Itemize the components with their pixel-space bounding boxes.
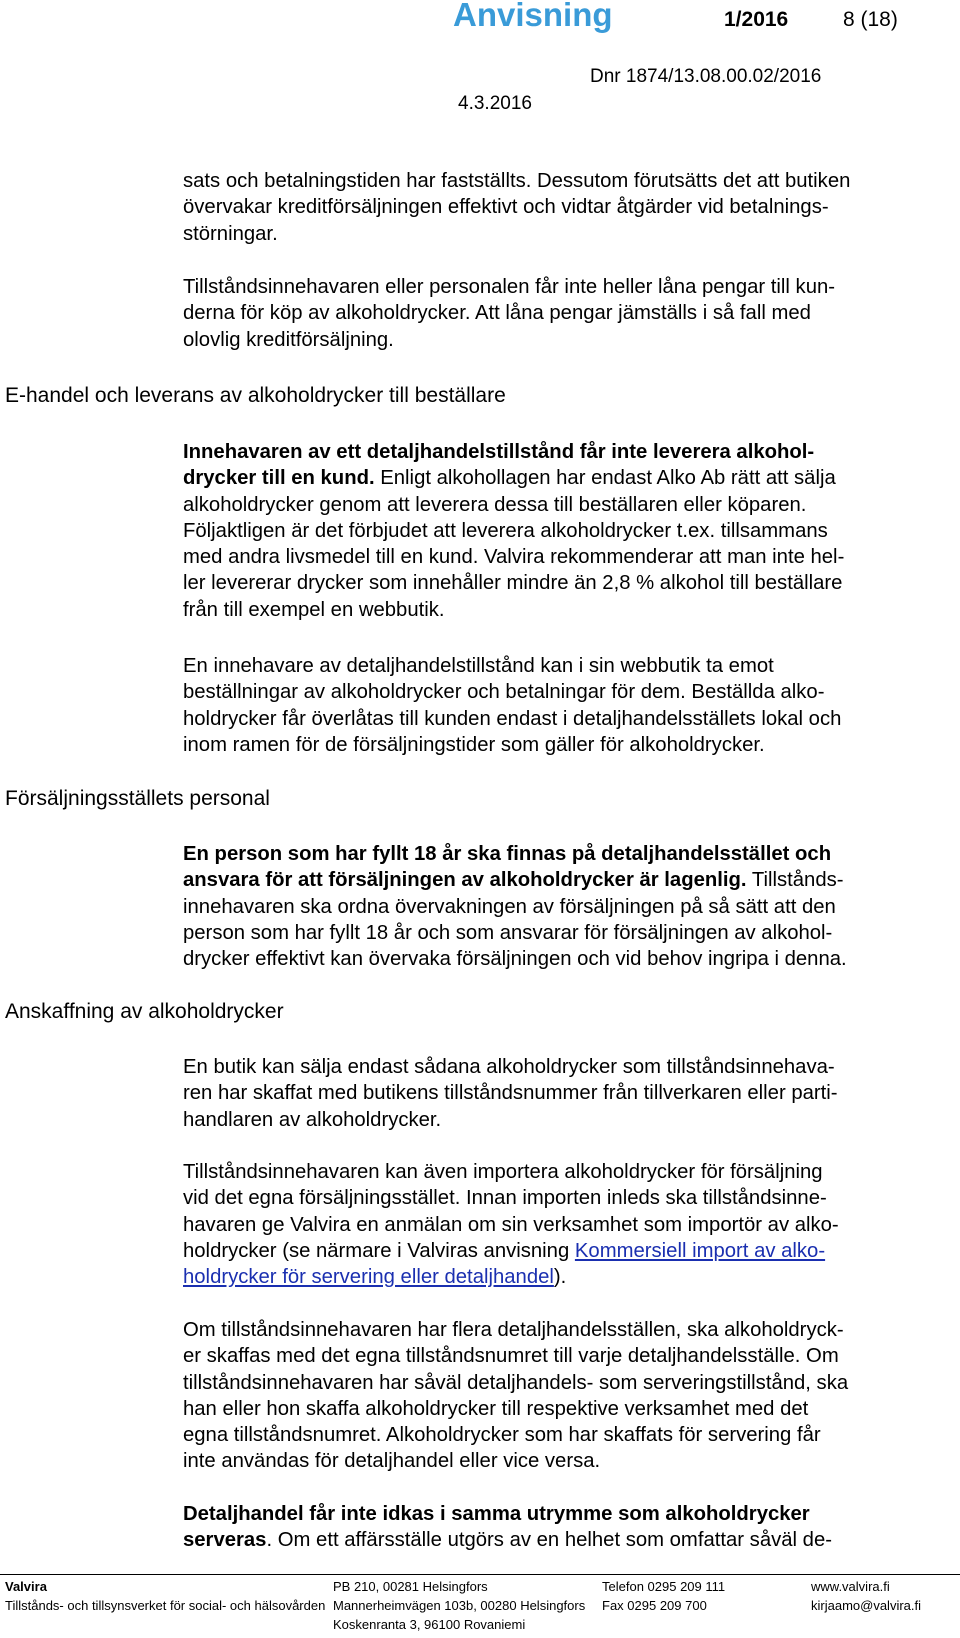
text-line: vid det egna försäljningsstället. Innan importen inleds ska tillståndsinne- [183, 1187, 827, 1210]
paragraph-credit-sales [183, 168, 953, 247]
footer-address [333, 1577, 585, 1634]
section-heading-personnel: Försäljningsställets personal [5, 787, 270, 810]
import-guide-link-continued[interactable]: holdrycker för servering eller detaljhandel [183, 1266, 554, 1289]
footer-website-link[interactable]: www.valvira.fi [811, 1579, 890, 1594]
footer-contact [602, 1577, 725, 1615]
text-bold: ansvara för att försäljningen av alkoholdrycker är lagenlig. [183, 869, 747, 892]
footer-address-line: PB 210, 00281 Helsingfors [333, 1579, 488, 1594]
text-line: Om tillståndsinnehavaren har flera detaljhandelsställen, ska alkoholdryck- [183, 1319, 844, 1341]
footer-address-line: Mannerheimvägen 103b, 00280 Helsingfors [333, 1598, 586, 1613]
text-line: Tillståndsinnehavaren eller personalen får inte heller låna pengar till kun- [183, 276, 836, 298]
text-line: sats och betalningstiden har fastställts. Dessutom förutsätts det att butiken [183, 170, 851, 192]
text-line: Följaktligen är det förbjudet att leverera alkoholdrycker t.ex. tillsammans [183, 519, 828, 542]
text-line: derna för köp av alkoholdrycker. Att låna pengar jämställs i så fall med [183, 302, 811, 325]
text-run: Enligt alkohollagen har endast Alko Ab rätt att sälja [374, 467, 836, 490]
text-line: alkoholdrycker genom att leverera dessa till beställaren eller köparen. [183, 493, 807, 516]
text-run: Tillstånds- [746, 869, 844, 892]
diary-number: Dnr 1874/13.08.00.02/2016 [590, 66, 822, 87]
text-run: . Om ett affärsställe utgörs av en helhet som omfattar såväl de- [266, 1529, 832, 1552]
section-heading-procurement: Anskaffning av alkoholdrycker [5, 1000, 284, 1023]
text-line: egna tillståndsnumret. Alkoholdrycker som har skaffats för servering får [183, 1424, 821, 1447]
text-line: En innehavare av detaljhandelstillstånd kan i sin webbutik ta emot [183, 655, 774, 677]
paragraph-multiple-outlets [183, 1317, 953, 1475]
text-line: En butik kan sälja endast sådana alkoholdrycker som tillståndsinnehava- [183, 1056, 835, 1078]
footer-web [811, 1577, 921, 1615]
paragraph-personnel [183, 841, 953, 972]
text-run: ). [553, 1266, 567, 1289]
paragraph-lending [183, 274, 953, 353]
text-line: från till exempel en webbutik. [183, 598, 445, 621]
text-line: inom ramen för de försäljningstider som gäller för alkoholdrycker. [183, 733, 765, 756]
text-line: drycker effektivt kan övervaka försäljningen och vid behov ingripa i denna. [183, 948, 847, 971]
text-line: Tillståndsinnehavaren kan även importera alkoholdrycker för försäljning [183, 1161, 823, 1183]
text-line: med andra livsmedel till en kund. Valvira rekommenderar att man inte hel- [183, 546, 845, 569]
footer-org-full-name: Tillstånds- och tillsynsverket för social- och hälsovården [5, 1598, 326, 1613]
text-line: störningar. [183, 222, 278, 245]
text-line: olovlig kreditförsäljning. [183, 328, 394, 351]
document-date: 4.3.2016 [458, 93, 532, 114]
footer-address-line: Koskenranta 3, 96100 Rovaniemi [333, 1617, 526, 1632]
text-line: ler levererar drycker som innehåller mindre än 2,8 % alkohol till beställare [183, 572, 843, 595]
footer-email-link[interactable]: kirjaamo@valvira.fi [811, 1598, 921, 1613]
document-number: 1/2016 [724, 8, 789, 31]
footer-phone: Telefon 0295 209 111 [602, 1579, 726, 1594]
text-line: handlaren av alkoholdrycker. [183, 1108, 442, 1131]
text-line: Detaljhandel får inte idkas i samma utrymme som alkoholdrycker [183, 1503, 810, 1525]
footer-organization [5, 1577, 325, 1615]
text-line: er skaffas med det egna tillståndsnumret till varje detaljhandelsställe. Om [183, 1345, 839, 1368]
text-line: En person som har fyllt 18 år ska finnas på detaljhandelsstället och [183, 843, 832, 865]
section-heading-e-commerce: E-handel och leverans av alkoholdrycker till beställare [5, 384, 506, 407]
text-line: inte användas för detaljhandel eller vice versa. [183, 1450, 601, 1473]
document-title: Anvisning [453, 0, 613, 33]
paragraph-import [183, 1159, 953, 1290]
import-guide-link[interactable]: Kommersiell import av alko- [574, 1239, 826, 1262]
footer-org-name: Valvira [5, 1579, 47, 1594]
page-footer [0, 1574, 960, 1638]
text-line: ren har skaffat med butikens tillståndsnummer från tillverkaren eller parti- [183, 1082, 838, 1105]
text-line: beställningar av alkoholdrycker och betalningar för dem. Beställda alko- [183, 681, 825, 704]
text-bold: drycker till en kund. [183, 467, 375, 490]
text-line: tillståndsinnehavaren har såväl detaljhandels- som serveringstillstånd, ska [183, 1371, 849, 1394]
paragraph-procurement [183, 1054, 953, 1133]
text-bold: serveras [183, 1529, 267, 1552]
paragraph-delivery-ban [183, 439, 953, 623]
text-line: person som har fyllt 18 år och som ansvarar för försäljningen av alkohol- [183, 921, 833, 944]
paragraph-webshop [183, 653, 953, 758]
footer-fax: Fax 0295 209 700 [602, 1598, 707, 1613]
text-line: han eller hon skaffa alkoholdrycker till respektive verksamhet med det [183, 1397, 809, 1420]
text-line: Innehavaren av ett detaljhandelstillstånd får inte leverera alkohol- [183, 441, 815, 463]
footer-divider [0, 1574, 960, 1575]
text-line: holdrycker får överlåtas till kunden endast i detaljhandelsställets lokal och [183, 707, 842, 730]
text-line: övervakar kreditförsäljningen effektivt och vidtar åtgärder vid betalnings- [183, 196, 829, 219]
paragraph-same-premises [183, 1501, 953, 1554]
text-line: innehavaren ska ordna övervakningen av försäljningen på så sätt att den [183, 895, 836, 918]
text-line: havaren ge Valvira en anmälan om sin verksamhet som importör av alko- [183, 1213, 839, 1236]
text-run: holdrycker (se närmare i Valviras anvisning [183, 1239, 575, 1262]
page-count: 8 (18) [843, 8, 898, 31]
